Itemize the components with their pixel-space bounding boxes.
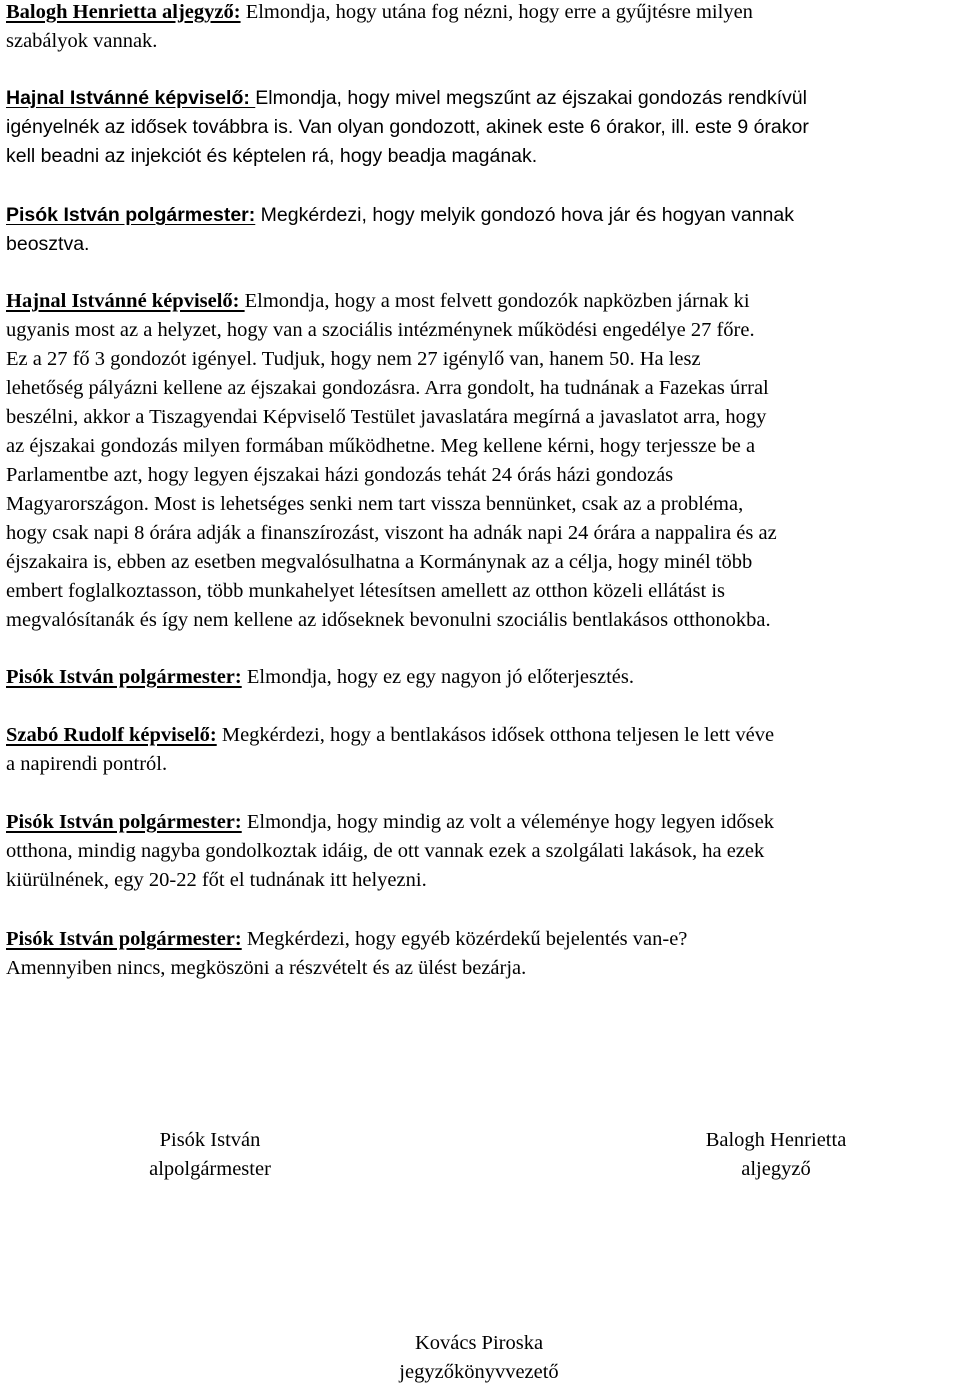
- signature-name: Kovács Piroska: [414, 1332, 544, 1354]
- paragraph-text: Megkérdezi, hogy egyéb közérdekű bejelentés van-e? Amennyiben nincs, megköszöni a részvételt és az ülést bezárja.: [6, 928, 688, 979]
- paragraph-text: Elmondja, hogy mindig az volt a véleménye hogy legyen idősek otthona, mindig nagyba gondolkoztak idáig, de ott vannak ezek a szolgálati lakások, ha ezek kiürülnének, egy 20-22 főt el tudnának itt helyezni.: [6, 811, 775, 891]
- speaker-label: Pisók István polgármester:: [6, 666, 242, 688]
- paragraph-hajnal-javaslat: [6, 287, 955, 635]
- paragraph-text: Elmondja, hogy utána fog nézni, hogy erre a gyűjtésre milyen szabályok vannak.: [6, 1, 753, 52]
- paragraph-text: Megkérdezi, hogy melyik gondozó hova jár és hogyan vannak beosztva.: [6, 204, 795, 255]
- speaker-label: Szabó Rudolf képviselő:: [6, 724, 217, 746]
- speaker-label: Balogh Henrietta aljegyző:: [6, 1, 241, 23]
- paragraph-hajnal-ejszakai-gondozas: [6, 84, 955, 171]
- signature-block-left: [120, 1126, 300, 1184]
- paragraph-text: Elmondja, hogy mivel megszűnt az éjszakai gondozás rendkívül igényelnék az idősek továbbra is. Van olyan gondozott, akinek este 6 órakor, ill. este 9 órakor kell beadni az injekciót és képtelen rá, hogy beadja magának.: [6, 87, 809, 167]
- paragraph-text: Elmondja, hogy ez egy nagyon jó előterjesztés.: [241, 666, 634, 688]
- signature-name: Balogh Henrietta: [705, 1129, 847, 1151]
- signature-block-right: [678, 1126, 874, 1184]
- signature-title: jegyzőkönyvvezető: [399, 1361, 559, 1383]
- speaker-label: Pisók István polgármester:: [6, 811, 242, 833]
- signature-title: alpolgármester: [149, 1158, 271, 1180]
- paragraph-pisok-idosek-otthona: [6, 808, 955, 895]
- signature-title: aljegyző: [741, 1158, 811, 1180]
- speaker-label: Hajnal Istvánné képviselő:: [6, 290, 245, 312]
- speaker-label: Pisók István polgármester:: [6, 204, 256, 226]
- paragraph-text: Megkérdezi, hogy a bentlakásos idősek otthona teljesen le lett véve a napirendi pontról.: [6, 724, 775, 775]
- speaker-label: Pisók István polgármester:: [6, 928, 242, 950]
- paragraph-aljegyzo-gyujtes: [6, 0, 955, 56]
- signature-block-bottom: [370, 1329, 588, 1387]
- paragraph-text: Elmondja, hogy a most felvett gondozók napközben járnak ki ugyanis most az a helyzet, hogy van a szociális intézménynek működési engedélye 27 főre. Ez a 27 fő 3 gondozót igényel. Tudjuk, hogy nem 27 igénylő van, hanem 50. Ha lesz lehetőség pályázni kellene az éjszakai gondozásra. Arra gondolt, ha tudnának a Fazekas úrral beszélni, akkor a Tiszagyendai Képviselő Testület javaslatára megírná a javaslatot arra, hogy az éjszakai gondozás milyen formában működhetne. Meg kellene kérni, hogy terjessze be a Parlamentbe azt, hogy legyen éjszakai házi gondozás tehát 24 órás házi gondozás Magyarországon. Most is lehetséges senki nem tart vissza bennünket, csak az a probléma, hogy csak napi 8 órára adják a finanszírozást, viszont ha adnák napi 24 órára a nappalira és az éjszakaira is, ebben az esetben megvalósulhatna a Kormánynak az a célja, hogy minél több embert foglalkoztasson, több munkahelyet létesítsen amellett az otthon közeli ellátást is megvalósítanák és így nem kellene az időseknek bevonulni szociális bentlakásos otthonokba.: [6, 290, 777, 631]
- paragraph-pisok-gondozo-beosztas: [6, 201, 955, 259]
- speaker-label: Hajnal Istvánné képviselő:: [6, 87, 256, 109]
- signature-name: Pisók István: [159, 1129, 261, 1151]
- paragraph-pisok-ules-bezaras: [6, 925, 955, 983]
- paragraph-szabo-bentlakasos: [6, 721, 955, 779]
- paragraph-pisok-eloterjesztes: [6, 663, 955, 692]
